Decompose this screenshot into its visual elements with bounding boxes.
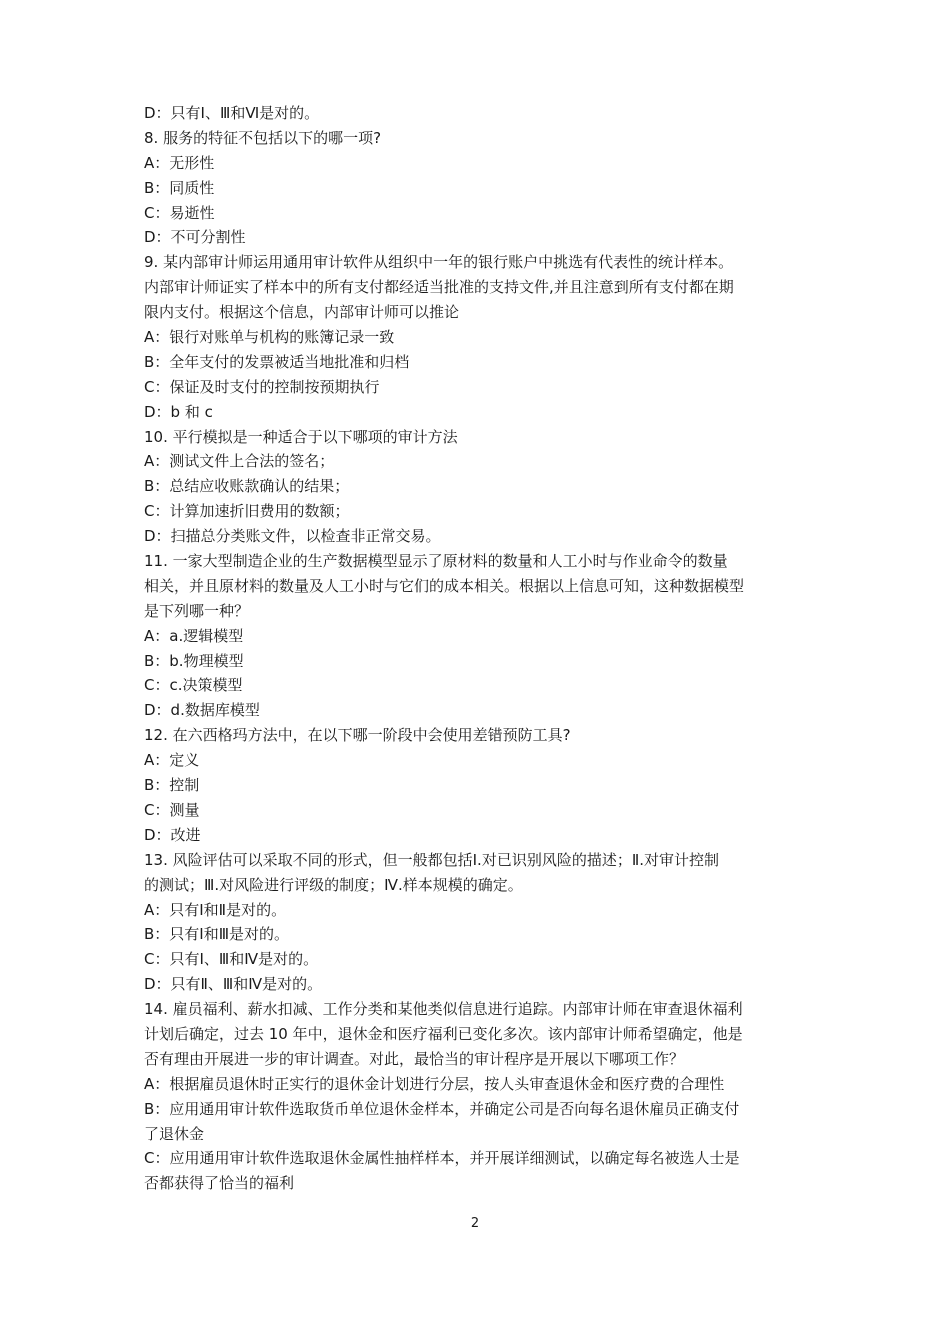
text-line: C：保证及时支付的控制按预期执行 [144, 377, 380, 396]
text-line: 8. 服务的特征不包括以下的哪一项? [144, 128, 382, 147]
text-line: D：只有Ⅰ、Ⅲ和Ⅵ是对的。 [144, 104, 320, 122]
text-line: D：只有Ⅱ、Ⅲ和Ⅳ是对的。 [144, 975, 323, 994]
text-line: C：应用通用审计软件选取退休金属性抽样样本，并开展详细测试，以确定每名被选人士是 [144, 1149, 740, 1168]
text-line: 10. 平行模拟是一种适合于以下哪项的审计方法 [144, 427, 458, 446]
text-line: D：b 和 c [144, 402, 213, 421]
text-line: 的测试；Ⅲ.对风险进行评级的制度；Ⅳ.样本规模的确定。 [144, 875, 523, 894]
text-line: A：无形性 [144, 153, 215, 172]
text-line: A：a.逻辑模型 [144, 626, 244, 645]
text-line: D：改进 [144, 825, 201, 844]
text-line: B：b.物理模型 [144, 651, 244, 670]
text-line: A：测试文件上合法的签名； [144, 452, 335, 471]
text-line: B：控制 [144, 776, 200, 795]
text-line: D：不可分割性 [144, 228, 246, 247]
text-line: C：只有Ⅰ、Ⅲ和Ⅳ是对的。 [144, 950, 319, 969]
text-line: B：全年支付的发票被适当地批准和归档 [144, 352, 410, 371]
text-line: A：定义 [144, 751, 200, 770]
text-line: 13. 风险评估可以采取不同的形式，但一般都包括Ⅰ.对已识别风险的描述；Ⅱ.对审计控制 [144, 850, 719, 869]
text-line: B：总结应收账款确认的结果； [144, 477, 350, 496]
page-number: 2 [470, 1216, 480, 1231]
text-line: 否有理由开展进一步的审计调查。对此，最恰当的审计程序是开展以下哪项工作？ [144, 1049, 685, 1068]
text-line: 计划后确定，过去 10 年中，退休金和医疗福利已变化多次。该内部审计师希望确定，他是 [144, 1024, 743, 1043]
text-line: 9. 某内部审计师运用通用审计软件从组织中一年的银行账户中挑选有代表性的统计样本。 [144, 253, 734, 272]
text-line: 限内支付。根据这个信息，内部审计师可以推论 [144, 303, 460, 322]
text-line: D：d.数据库模型 [144, 701, 260, 720]
text-line: B：只有Ⅰ和Ⅲ是对的。 [144, 925, 290, 944]
text-line: A：只有Ⅰ和Ⅱ是对的。 [144, 900, 287, 919]
text-line: B：应用通用审计软件选取货币单位退休金样本，并确定公司是否向每名退休雇员正确支付 [144, 1099, 740, 1118]
text-line: C：测量 [144, 800, 200, 819]
text-line: 相关，并且原材料的数量及人工小时与它们的成本相关。根据以上信息可知，这种数据模型 [144, 576, 745, 595]
text-line: 是下列哪一种？ [144, 601, 250, 620]
text-line: 内部审计师证实了样本中的所有支付都经适当批准的支持文件,并且注意到所有支付都在期 [144, 278, 734, 297]
text-line: C：c.决策模型 [144, 676, 243, 695]
text-line: D：扫描总分类账文件，以检查非正常交易。 [144, 527, 441, 546]
text-line: 否都获得了恰当的福利 [144, 1174, 295, 1193]
text-line: 14. 雇员福利、薪水扣减、工作分类和某他类似信息进行追踪。内部审计师在审查退休福利 [144, 1000, 743, 1019]
page-body [144, 101, 816, 1196]
text-line: B：同质性 [144, 178, 215, 197]
text-line: A：根据雇员退休时正实行的退休金计划进行分层，按人头审查退休金和医疗费的合理性 [144, 1074, 725, 1093]
text-line: C：计算加速折旧费用的数额； [144, 502, 350, 521]
text-line: 11. 一家大型制造企业的生产数据模型显示了原材料的数量和人工小时与作业命令的数量 [144, 552, 728, 571]
text-line: A：银行对账单与机构的账簿记录一致 [144, 328, 395, 347]
text-line: 了退休金 [144, 1124, 205, 1143]
text-line: 12. 在六西格玛方法中，在以下哪一阶段中会使用差错预防工具? [144, 726, 571, 745]
text-line: C：易逝性 [144, 203, 215, 222]
